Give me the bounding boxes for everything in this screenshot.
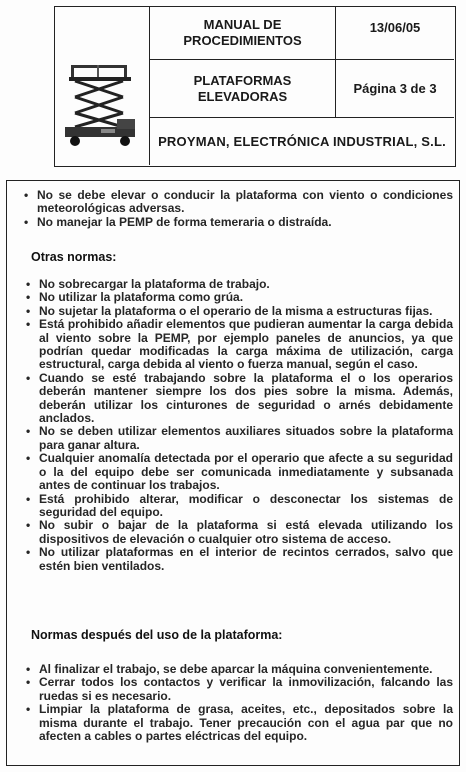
section-heading-other-rules: Otras normas: <box>31 250 117 264</box>
document-subtitle: PLATAFORMAS ELEVADORAS <box>150 60 336 118</box>
bullet-icon: • <box>26 491 31 506</box>
company-name: PROYMAN, ELECTRÓNICA INDUSTRIAL, S.L. <box>158 134 446 149</box>
bullet-icon: • <box>24 214 29 229</box>
list-item: • No utilizar la plataforma como grúa. <box>26 290 244 305</box>
bullet-icon: • <box>26 290 31 305</box>
list-item: • Está prohibido alterar, modificar o desconectar los sistemas de seguridad del equipo. <box>26 491 453 519</box>
bullet-icon: • <box>26 675 31 690</box>
list-item: • No se debe elevar o conducir la plataforma con viento o condiciones meteorológicas adversas. <box>24 188 453 216</box>
after-use-list <box>23 663 453 743</box>
list-item: • Limpiar la plataforma de grasa, aceites, etc., depositados sobre la misma durante el trabajo. Tener precaución con el agua par que no afecten a cables o partes eléctricas del equipo. <box>26 702 453 744</box>
manual-title: MANUAL DE PROCEDIMIENTOS <box>150 7 336 60</box>
list-item: • Cualquier anomalía detectada por el operario que afecte a su seguridad o la del equipo debe ser comunicada inmediatamente y subsanada antes de continuar los trabajos. <box>26 451 453 493</box>
list-item: • Está prohibido añadir elementos que pudieran aumentar la carga debida al viento sobre la PEMP, por ejemplo paneles de anuncios, ya que podrían quedar modificadas la carga máxima de utilización, carga estructural, carga debida al viento o fuerza manual, según el caso. <box>26 317 453 372</box>
bullet-icon: • <box>26 424 31 439</box>
page-number: Página 3 de 3 <box>336 60 454 118</box>
bullet-icon: • <box>26 518 31 533</box>
list-item: • No subir o bajar de la plataforma si está elevada utilizando los dispositivos de elevación o cualquier otro sistema de acceso. <box>26 518 453 546</box>
bullet-icon: • <box>26 702 31 717</box>
section-heading-after-use: Normas después del uso de la plataforma: <box>31 628 283 642</box>
list-item: • No sujetar la plataforma o el operario de la misma a estructuras fijas. <box>26 303 433 318</box>
bullet-icon: • <box>26 303 31 318</box>
document-header <box>54 6 456 167</box>
bullet-icon: • <box>26 662 31 676</box>
other-rules-list <box>23 278 453 573</box>
list-item: • No se deben utilizar elementos auxiliares situados sobre la plataforma para ganar altura. <box>26 424 453 452</box>
list-item: • No utilizar plataformas en el interior de recintos cerrados, salvo que estén bien ventilados. <box>26 545 453 573</box>
bullet-icon: • <box>26 277 31 291</box>
document-date: 13/06/05 <box>336 7 454 60</box>
bullet-icon: • <box>26 545 31 560</box>
bullet-icon: • <box>26 317 31 332</box>
intro-list <box>21 189 453 229</box>
content-box <box>6 180 460 766</box>
list-item: • Cuando se esté trabajando sobre la plataforma el o los operarios deberán mantener siempre los dos pies sobre la misma. Además, deberán utilizar los cinturones de seguridad o arnés debidamente anclados. <box>26 370 453 426</box>
scissor-lift-icon <box>61 63 143 149</box>
bullet-icon: • <box>26 451 31 466</box>
list-item: • No manejar la PEMP de forma temeraria o distraída. <box>24 214 332 229</box>
list-item: • No sobrecargar la plataforma de trabajo. <box>26 277 270 291</box>
list-item: • Cerrar todos los contactos y verificar la inmovilización, falcando las ruedas si es necesario. <box>26 675 453 703</box>
bullet-icon: • <box>24 188 29 202</box>
list-item: • Al finalizar el trabajo, se debe aparcar la máquina convenientemente. <box>26 662 433 676</box>
bullet-icon: • <box>26 370 31 385</box>
logo-cell <box>55 7 150 165</box>
